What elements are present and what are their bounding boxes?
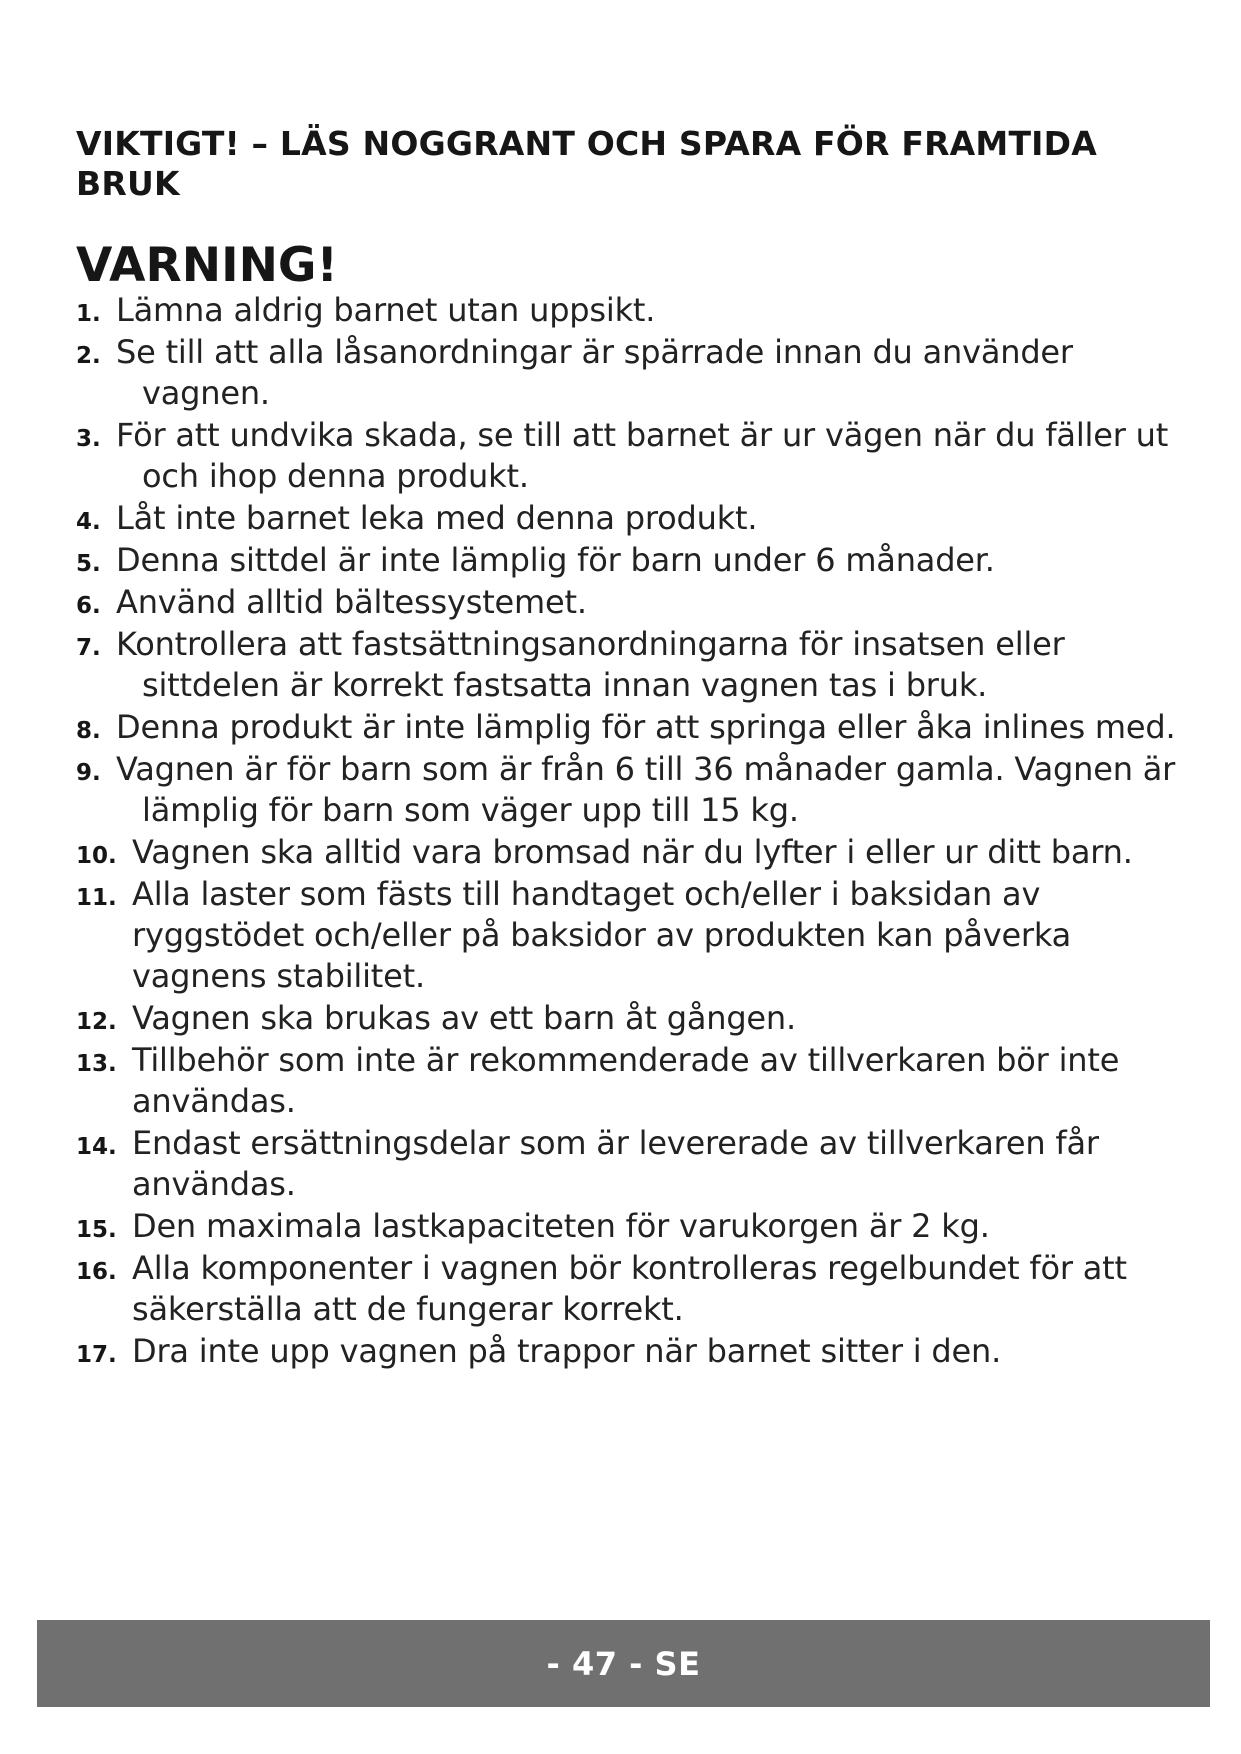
warning-item-10 xyxy=(76,832,1196,873)
page-title xyxy=(76,124,1176,204)
item-text: Låt inte barnet leka med denna produkt. xyxy=(116,499,758,537)
item-text: Vagnen ska brukas av ett barn åt gången. xyxy=(132,999,796,1037)
page-title-line1: VIKTIGT! – LÄS NOGGRANT OCH SPARA FÖR FRAMTIDA xyxy=(76,124,1097,163)
item-text: Använd alltid bältessystemet. xyxy=(116,583,587,621)
item-number: 2. xyxy=(76,343,101,369)
item-number: 9. xyxy=(76,760,101,786)
warning-item-8 xyxy=(76,707,1196,748)
warning-item-13 xyxy=(76,1040,1196,1122)
page-title-line2: BRUK xyxy=(76,164,180,203)
item-number: 7. xyxy=(76,635,101,661)
item-text: Lämna aldrig barnet utan uppsikt. xyxy=(116,291,656,329)
warning-item-5 xyxy=(76,540,1196,581)
item-number: 10. xyxy=(76,843,117,869)
warning-item-14 xyxy=(76,1123,1196,1205)
item-text: Endast ersättningsdelar som är levererade av tillverkaren får användas. xyxy=(132,1124,1099,1203)
warning-item-7 xyxy=(76,624,1196,706)
warning-item-3 xyxy=(76,415,1196,497)
warning-item-15 xyxy=(76,1206,1196,1247)
item-number: 16. xyxy=(76,1259,117,1285)
warning-item-11 xyxy=(76,874,1196,997)
warning-list xyxy=(76,290,1196,1373)
warning-item-17 xyxy=(76,1331,1196,1372)
item-number: 13. xyxy=(76,1051,117,1077)
warning-item-2 xyxy=(76,332,1196,414)
warning-heading: VARNING! xyxy=(76,238,338,293)
item-number: 8. xyxy=(76,718,101,744)
item-text: Alla laster som fästs till handtaget och/eller i baksidan av ryggstödet och/eller på baksidor av produkten kan påverka vagnens stabilitet. xyxy=(132,875,1072,995)
warning-item-6 xyxy=(76,582,1196,623)
item-number: 4. xyxy=(76,509,101,535)
item-text: Dra inte upp vagnen på trappor när barnet sitter i den. xyxy=(132,1332,1002,1370)
item-text: Den maximala lastkapaciteten för varukorgen är 2 kg. xyxy=(132,1207,990,1245)
item-text: Tillbehör som inte är rekommenderade av tillverkaren bör inte användas. xyxy=(132,1041,1120,1120)
item-number: 17. xyxy=(76,1342,117,1368)
item-number: 11. xyxy=(76,885,117,911)
item-number: 14. xyxy=(76,1134,117,1160)
item-number: 5. xyxy=(76,551,101,577)
page-number: - 47 - SE xyxy=(546,1644,701,1683)
warning-item-16 xyxy=(76,1248,1196,1330)
warning-item-1 xyxy=(76,290,1196,331)
item-text: Denna sittdel är inte lämplig för barn under 6 månader. xyxy=(116,541,995,579)
item-text: Se till att alla låsanordningar är spärrade innan du använder vagnen. xyxy=(116,333,1073,412)
item-text: Vagnen är för barn som är från 6 till 36 månader gamla. Vagnen är lämplig för barn som väger upp till 15 kg. xyxy=(116,750,1176,829)
item-number: 15. xyxy=(76,1217,117,1243)
item-number: 12. xyxy=(76,1009,117,1035)
item-number: 1. xyxy=(76,301,101,327)
item-number: 6. xyxy=(76,593,101,619)
item-text: För att undvika skada, se till att barnet är ur vägen när du fäller ut och ihop denna produkt. xyxy=(116,416,1169,495)
page-footer xyxy=(37,1620,1210,1707)
item-text: Vagnen ska alltid vara bromsad när du lyfter i eller ur ditt barn. xyxy=(132,833,1133,871)
warning-item-9 xyxy=(76,749,1196,831)
item-number: 3. xyxy=(76,426,101,452)
warning-item-4 xyxy=(76,498,1196,539)
item-text: Alla komponenter i vagnen bör kontrolleras regelbundet för att säkerställa att de fungerar korrekt. xyxy=(132,1249,1127,1328)
warning-item-12 xyxy=(76,998,1196,1039)
item-text: Kontrollera att fastsättningsanordningarna för insatsen eller sittdelen är korrekt fastsatta innan vagnen tas i bruk. xyxy=(116,625,1065,704)
item-text: Denna produkt är inte lämplig för att springa eller åka inlines med. xyxy=(116,708,1176,746)
